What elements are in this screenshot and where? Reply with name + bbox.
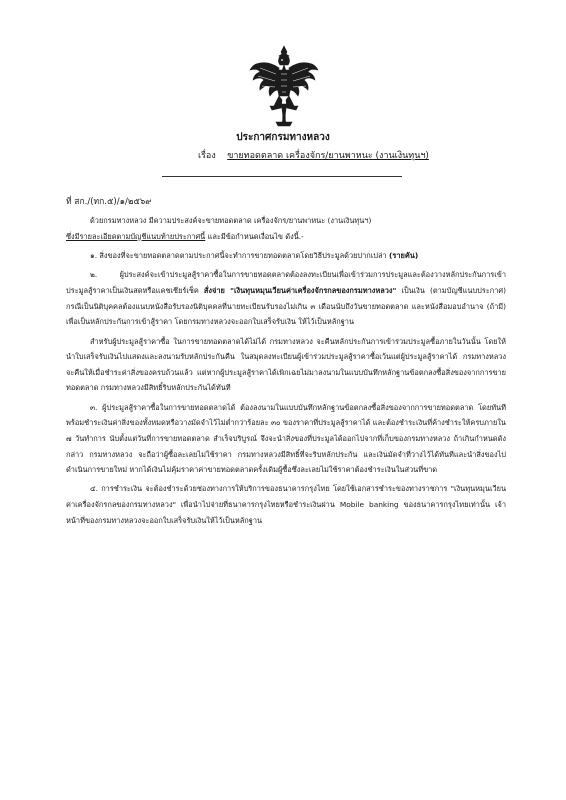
clause-2 [66,267,506,329]
clause-2-text: ๒. ผู้ประสงค์จะเข้าประมูลสู้ราคาซื้อในการขายทอดตลาดต้องลงทะเบียนเพื่อเข้าร่วมการประมูลและต้องวางหลักประกันการเข้าประมูลสู้ราคาเป็นเงินสดหรือแคชเชียร์เช็ค [66,270,506,295]
clause-1 [66,248,506,264]
clause-2-refund: สำหรับผู้ประมูลสู้ราคาซื้อ ในการขายทอดตลาดได้ไม่ได้ กรมทางหลวง จะคืนหลักประกันการเข้าร่วมประมูลซื้อภายในวันนั้น โดยให้นำใบเสร็จรับเงินไปแสดงและลงนามรับหลักประกันคืน ในสมุดลงทะเบียนผู้เข้าร่วมประมูลสู้ราคาซื้อเว้นแต่ผู้ประมูลสู้ราคาได้ กรมทางหลวงจะคืนให้เมื่อชำระค่าสิ่งของครบถ้วนแล้ว แต่หากผู้ประมูลสู้ราคาได้เพิกเฉยไม่มาลงนามในแบบบันทึกหลักฐานข้อตกลงซื้อสิ่งของจากการขายทอดตลาด กรมทางหลวงมีสิทธิ์ริบหลักประกันได้ทันที [66,336,506,393]
garuda-emblem-icon [248,44,320,128]
intro-text: ด้วยกรมทางหลวง มีความประสงค์จะขายทอดตลาด เครื่องจักร/ยานพาหนะ (งานเงินทุนฯ) [90,216,372,225]
subject-line [198,148,429,162]
clause-2-payee: สั่งจ่าย "เงินทุนหมุนเวียนค่าเครื่องจักรกลของกรมทางหลวง" [203,285,397,295]
intro-conditions-text: และมีข้อกำหนดเงื่อนไข ดังนี้.- [205,231,304,241]
clause-1-text: ๑. สิ่งของที่จะขายทอดตลาดตามประกาศนี้จะทำการขายทอดตลาดโดยวิธีประมูลด้วยปากเปล่า [90,250,389,260]
clause-2-text-cont: เป็นเงิน (ตามบัญชีแนบประกาศ) กรณีเป็นนิติบุคคลต้องแนบหนังสือรับรองนิติบุคคลที่นายทะเบียนรับรองไม่เกิน ๓ เดือนนับถึงวันขายทอดตลาด และหนังสือมอบอำนาจ (ถ้ามี) เพื่อเป็นหลักประกันการเข้าสู้ราคา โดยกรมทางหลวงจะออกใบเสร็จรับเงิน ให้ไว้เป็นหลักฐาน [66,285,506,327]
subject-label: เรื่อง [198,151,216,161]
reference-number: ที่ สก./(ทก.๕)/๑/๒๕๖๙ [66,197,152,207]
clause-1-per-vehicle: (รายคัน) [389,250,419,260]
intro-paragraph [66,213,506,244]
subject-text: ขายทอดตลาด เครื่องจักร/ยานพาหนะ (งานเงินทุนฯ) [227,151,429,161]
divider-rule [162,176,402,177]
document-body [66,213,506,532]
intro-attachment-link-text: ซึ่งมีรายละเอียดตามบัญชีแนบท้ายประกาศนี้ [66,231,206,241]
clause-3: ๓. ผู้ประมูลสู้ราคาซื้อในการขายทอดตลาดได้ ต้องลงนามในแบบบันทึกหลักฐานข้อตกลงซื้อสิ่งของจากการขายทอดตลาด โดยทันทีพร้อมชำระเงินค่าสิ่งของทั้งหมดหรือวางมัดจำไว้ไม่ต่ำกว่าร้อยละ ๓๐ ของราคาที่ประมูลสู้ราคาได้ และต้องชำระเงินที่ค้างชำระให้ครบภายใน ๗ วันทำการ นับตั้งแต่วันที่การขายทอดตลาด สำเร็จบริบูรณ์ จึงจะนำสิ่งของที่ประมูลได้ออกไปจากที่เก็บของกรมทางหลวง ถ้าเกินกำหนดดังกล่าว กรมทางหลวง จะถือว่าผู้ซื้อละเลยไม่ใช้ราคา กรมทางหลวงมีสิทธิ์ที่จะริบหลักประกัน และเงินมัดจำที่วางไว้ได้ทันทีและนำสิ่งของไป ดำเนินการขายใหม่ หากได้เงินไม่คุ้มราคาค่าขายทอดตลาดครั้งเดิมผู้ซื้อซึ่งละเลยไม่ใช้ราคาต้องชำระเงินในส่วนที่ขาด [66,402,506,475]
document-title: ประกาศกรมทางหลวง [236,132,330,143]
clause-4: ๔. การชำระเงิน จะต้องชำระด้วยช่องทางการให้บริการของธนาคารกรุงไทย โดยใช้เอกสารชำระของทางราชการ "เงินทุนหมุนเวียนค่าเครื่องจักรกลของกรมทางหลวง" เพื่อนำไปจ่ายที่ธนาคารกรุงไทยหรือชำระเงินผ่าน Mobile banking ของธนาคารกรุงไทยเท่านั้น เจ้าหน้าที่ของกรมทางหลวงจะออกใบเสร็จรับเงินให้ไว้เป็นหลักฐาน [66,484,506,525]
